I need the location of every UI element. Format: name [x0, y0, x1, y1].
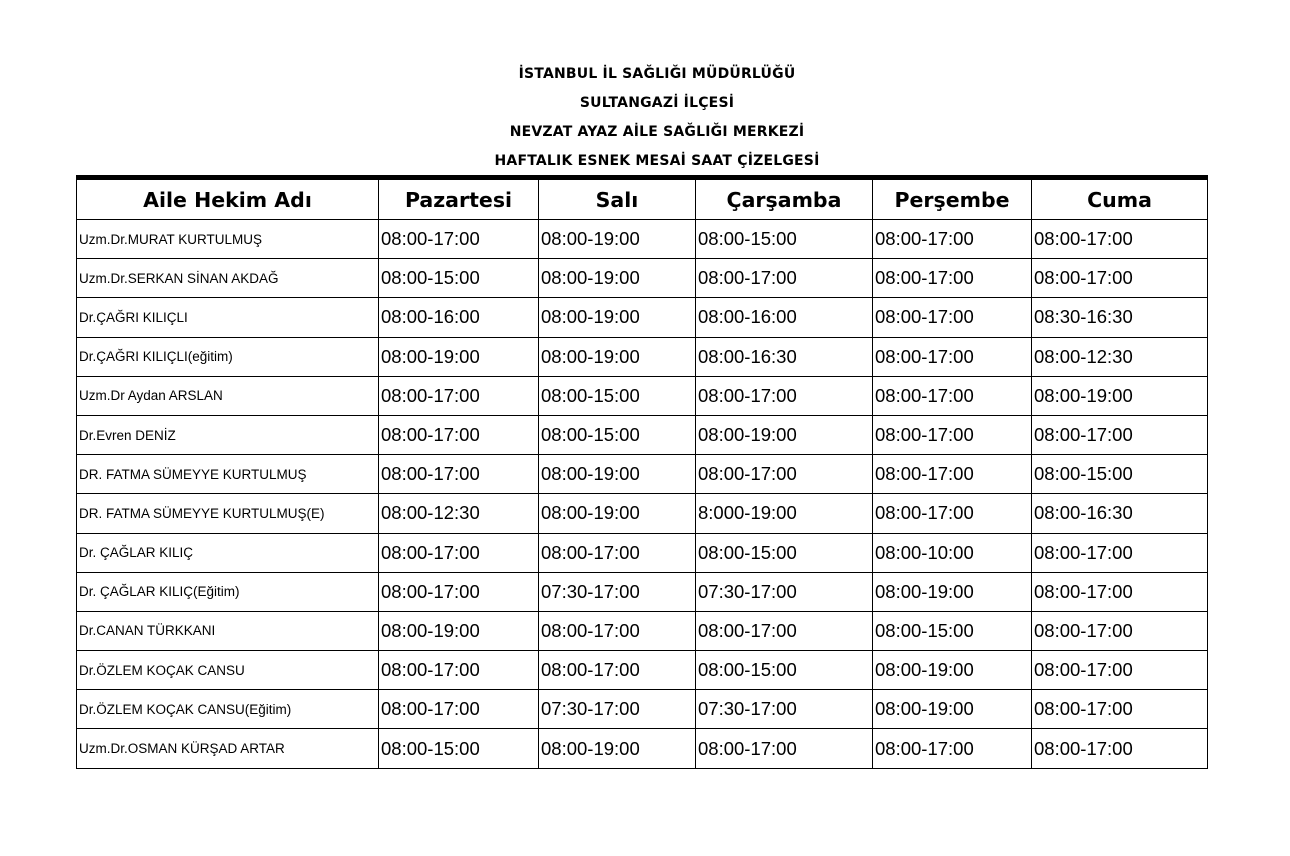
table-row: [77, 651, 1208, 690]
table-row: [77, 376, 1208, 415]
header-friday: Cuma: [1032, 178, 1208, 220]
thursday-hours-cell: 08:00-15:00: [873, 611, 1032, 650]
monday-hours-cell: 08:00-17:00: [379, 455, 539, 494]
header-monday: Pazartesi: [379, 178, 539, 220]
tuesday-hours-cell: 08:00-19:00: [539, 298, 696, 337]
friday-hours-cell: 08:00-17:00: [1032, 220, 1208, 259]
schedule-table-body: [77, 220, 1208, 769]
table-row: [77, 337, 1208, 376]
monday-hours-cell: 08:00-17:00: [379, 220, 539, 259]
monday-hours-cell: 08:00-17:00: [379, 690, 539, 729]
friday-hours-cell: 08:00-15:00: [1032, 455, 1208, 494]
header-thursday: Perşembe: [873, 178, 1032, 220]
tuesday-hours-cell: 08:00-17:00: [539, 533, 696, 572]
doctor-name-cell: Uzm.Dr.OSMAN KÜRŞAD ARTAR: [77, 729, 379, 768]
tuesday-hours-cell: 08:00-17:00: [539, 611, 696, 650]
friday-hours-cell: 08:00-17:00: [1032, 572, 1208, 611]
title-district: SULTANGAZİ İLÇESİ: [579, 95, 735, 111]
friday-hours-cell: 08:00-12:30: [1032, 337, 1208, 376]
table-row: [77, 611, 1208, 650]
monday-hours-cell: 08:00-15:00: [379, 259, 539, 298]
table-row: [77, 690, 1208, 729]
monday-hours-cell: 08:00-17:00: [379, 533, 539, 572]
thursday-hours-cell: 08:00-19:00: [873, 651, 1032, 690]
wednesday-hours-cell: 08:00-16:30: [696, 337, 873, 376]
doctor-name-cell: Dr.ÖZLEM KOÇAK CANSU(Eğitim): [77, 690, 379, 729]
monday-hours-cell: 08:00-17:00: [379, 572, 539, 611]
tuesday-hours-cell: 08:00-19:00: [539, 455, 696, 494]
friday-hours-cell: 08:30-16:30: [1032, 298, 1208, 337]
friday-hours-cell: 08:00-17:00: [1032, 611, 1208, 650]
tuesday-hours-cell: 07:30-17:00: [539, 572, 696, 611]
friday-hours-cell: 08:00-17:00: [1032, 259, 1208, 298]
wednesday-hours-cell: 8:000-19:00: [696, 494, 873, 533]
thursday-hours-cell: 08:00-17:00: [873, 298, 1032, 337]
table-row: [77, 220, 1208, 259]
doctor-name-cell: Dr. ÇAĞLAR KILIÇ: [77, 533, 379, 572]
doctor-name-cell: Dr. ÇAĞLAR KILIÇ(Eğitim): [77, 572, 379, 611]
document-header: [0, 62, 1290, 178]
tuesday-hours-cell: 08:00-19:00: [539, 220, 696, 259]
friday-hours-cell: 08:00-19:00: [1032, 376, 1208, 415]
table-row: [77, 259, 1208, 298]
thursday-hours-cell: 08:00-17:00: [873, 259, 1032, 298]
thursday-hours-cell: 08:00-17:00: [873, 729, 1032, 768]
table-row: [77, 415, 1208, 454]
friday-hours-cell: 08:00-17:00: [1032, 533, 1208, 572]
title-health-center: NEVZAT AYAZ AİLE SAĞLIĞI MERKEZİ: [509, 124, 805, 140]
wednesday-hours-cell: 08:00-19:00: [696, 415, 873, 454]
title-schedule: HAFTALIK ESNEK MESAİ SAAT ÇİZELGESİ: [494, 153, 820, 169]
table-row: [77, 455, 1208, 494]
wednesday-hours-cell: 08:00-17:00: [696, 729, 873, 768]
wednesday-hours-cell: 07:30-17:00: [696, 572, 873, 611]
thursday-hours-cell: 08:00-17:00: [873, 455, 1032, 494]
thursday-hours-cell: 08:00-17:00: [873, 415, 1032, 454]
table-row: [77, 729, 1208, 768]
friday-hours-cell: 08:00-17:00: [1032, 690, 1208, 729]
table-row: [77, 533, 1208, 572]
tuesday-hours-cell: 07:30-17:00: [539, 690, 696, 729]
tuesday-hours-cell: 08:00-19:00: [539, 259, 696, 298]
wednesday-hours-cell: 08:00-15:00: [696, 533, 873, 572]
doctor-name-cell: DR. FATMA SÜMEYYE KURTULMUŞ(E): [77, 494, 379, 533]
thursday-hours-cell: 08:00-10:00: [873, 533, 1032, 572]
friday-hours-cell: 08:00-17:00: [1032, 729, 1208, 768]
doctor-name-cell: Uzm.Dr Aydan ARSLAN: [77, 376, 379, 415]
doctor-name-cell: Dr.ÇAĞRI KILIÇLI: [77, 298, 379, 337]
wednesday-hours-cell: 08:00-15:00: [696, 220, 873, 259]
table-row: [77, 494, 1208, 533]
thursday-hours-cell: 08:00-19:00: [873, 690, 1032, 729]
monday-hours-cell: 08:00-17:00: [379, 415, 539, 454]
tuesday-hours-cell: 08:00-15:00: [539, 415, 696, 454]
monday-hours-cell: 08:00-17:00: [379, 651, 539, 690]
header-doctor-name: Aile Hekim Adı: [77, 178, 379, 220]
monday-hours-cell: 08:00-16:00: [379, 298, 539, 337]
thursday-hours-cell: 08:00-19:00: [873, 572, 1032, 611]
wednesday-hours-cell: 08:00-16:00: [696, 298, 873, 337]
schedule-table-head: [77, 178, 1208, 220]
doctor-name-cell: Uzm.Dr.SERKAN SİNAN AKDAĞ: [77, 259, 379, 298]
doctor-name-cell: Dr.ÇAĞRI KILIÇLI(eğitim): [77, 337, 379, 376]
doctor-name-cell: Uzm.Dr.MURAT KURTULMUŞ: [77, 220, 379, 259]
wednesday-hours-cell: 08:00-17:00: [696, 455, 873, 494]
thursday-hours-cell: 08:00-17:00: [873, 376, 1032, 415]
friday-hours-cell: 08:00-17:00: [1032, 415, 1208, 454]
doctor-name-cell: Dr.CANAN TÜRKKANI: [77, 611, 379, 650]
header-row: [77, 178, 1208, 220]
doctor-name-cell: Dr.ÖZLEM KOÇAK CANSU: [77, 651, 379, 690]
tuesday-hours-cell: 08:00-19:00: [539, 337, 696, 376]
title-directorate: İSTANBUL İL SAĞLIĞI MÜDÜRLÜĞÜ: [518, 66, 796, 82]
monday-hours-cell: 08:00-19:00: [379, 337, 539, 376]
doctor-name-cell: Dr.Evren DENİZ: [77, 415, 379, 454]
header-tuesday: Salı: [539, 178, 696, 220]
friday-hours-cell: 08:00-17:00: [1032, 651, 1208, 690]
monday-hours-cell: 08:00-17:00: [379, 376, 539, 415]
monday-hours-cell: 08:00-19:00: [379, 611, 539, 650]
header-wednesday: Çarşamba: [696, 178, 873, 220]
tuesday-hours-cell: 08:00-19:00: [539, 729, 696, 768]
schedule-table: [76, 175, 1208, 769]
doctor-name-cell: DR. FATMA SÜMEYYE KURTULMUŞ: [77, 455, 379, 494]
friday-hours-cell: 08:00-16:30: [1032, 494, 1208, 533]
tuesday-hours-cell: 08:00-19:00: [539, 494, 696, 533]
tuesday-hours-cell: 08:00-17:00: [539, 651, 696, 690]
thursday-hours-cell: 08:00-17:00: [873, 220, 1032, 259]
wednesday-hours-cell: 08:00-15:00: [696, 651, 873, 690]
wednesday-hours-cell: 08:00-17:00: [696, 376, 873, 415]
table-row: [77, 298, 1208, 337]
thursday-hours-cell: 08:00-17:00: [873, 337, 1032, 376]
wednesday-hours-cell: 08:00-17:00: [696, 259, 873, 298]
table-row: [77, 572, 1208, 611]
tuesday-hours-cell: 08:00-15:00: [539, 376, 696, 415]
thursday-hours-cell: 08:00-17:00: [873, 494, 1032, 533]
monday-hours-cell: 08:00-15:00: [379, 729, 539, 768]
wednesday-hours-cell: 07:30-17:00: [696, 690, 873, 729]
wednesday-hours-cell: 08:00-17:00: [696, 611, 873, 650]
monday-hours-cell: 08:00-12:30: [379, 494, 539, 533]
